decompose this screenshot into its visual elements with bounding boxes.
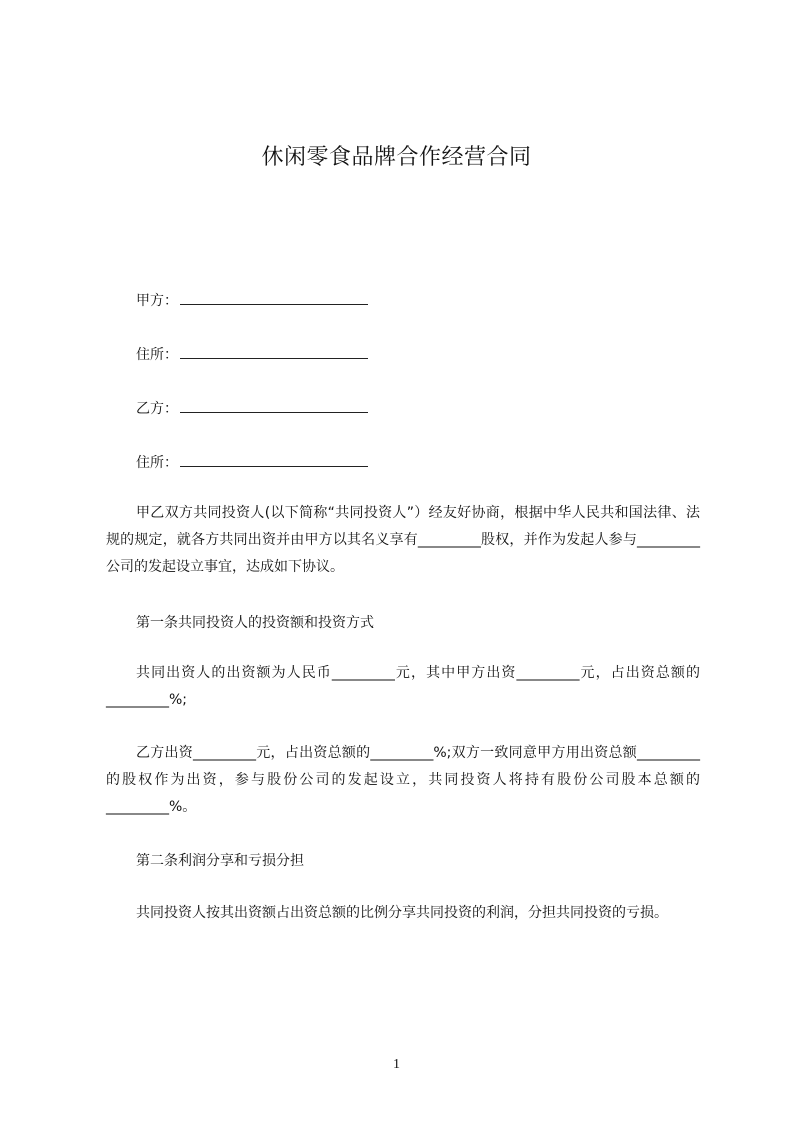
document-title: 休闲零食品牌合作经营合同 (261, 145, 532, 170)
party-a-field (136, 290, 368, 310)
intro-paragraph: 甲乙双方共同投资人(以下简称“共同投资人”）经友好协商，根据中华人民共和国法律、法规的规定，就各方共同出资并由甲方以其名义享有_________股权，并作为发起人参与_________公司的发起设立事宜，达成如下协议。 (106, 505, 700, 575)
party-a-address-label: 住所： (136, 347, 178, 363)
page-number: 1 (393, 1057, 400, 1072)
party-a-label: 甲方： (136, 293, 178, 309)
party-a-address-blank (180, 357, 368, 359)
article-1-heading: 第一条共同投资人的投资额和投资方式 (136, 615, 374, 631)
party-b-address-label: 住所： (136, 455, 178, 471)
party-b-label: 乙方： (136, 401, 178, 417)
article-1-paragraph-1: 共同出资人的出资额为人民币_________元，其中甲方出资_________元，占出资总额的_________%; (106, 665, 700, 708)
article-1-paragraph-2: 乙方出资_________元，占出资总额的_________%;双方一致同意甲方用出资总额_________的股权作为出资，参与股份公司的发起设立，共同投资人将持有股份公司股本总额的_________%。 (106, 745, 700, 815)
party-b-address-field (136, 452, 368, 472)
party-b-blank (180, 411, 368, 413)
party-a-blank (180, 303, 368, 305)
party-b-address-blank (180, 465, 368, 467)
party-b-field (136, 398, 368, 418)
article-2-heading: 第二条利润分享和亏损分担 (136, 853, 304, 869)
party-a-address-field (136, 344, 368, 364)
article-2-paragraph-1: 共同投资人按其出资额占出资总额的比例分享共同投资的利润，分担共同投资的亏损。 (136, 905, 668, 921)
